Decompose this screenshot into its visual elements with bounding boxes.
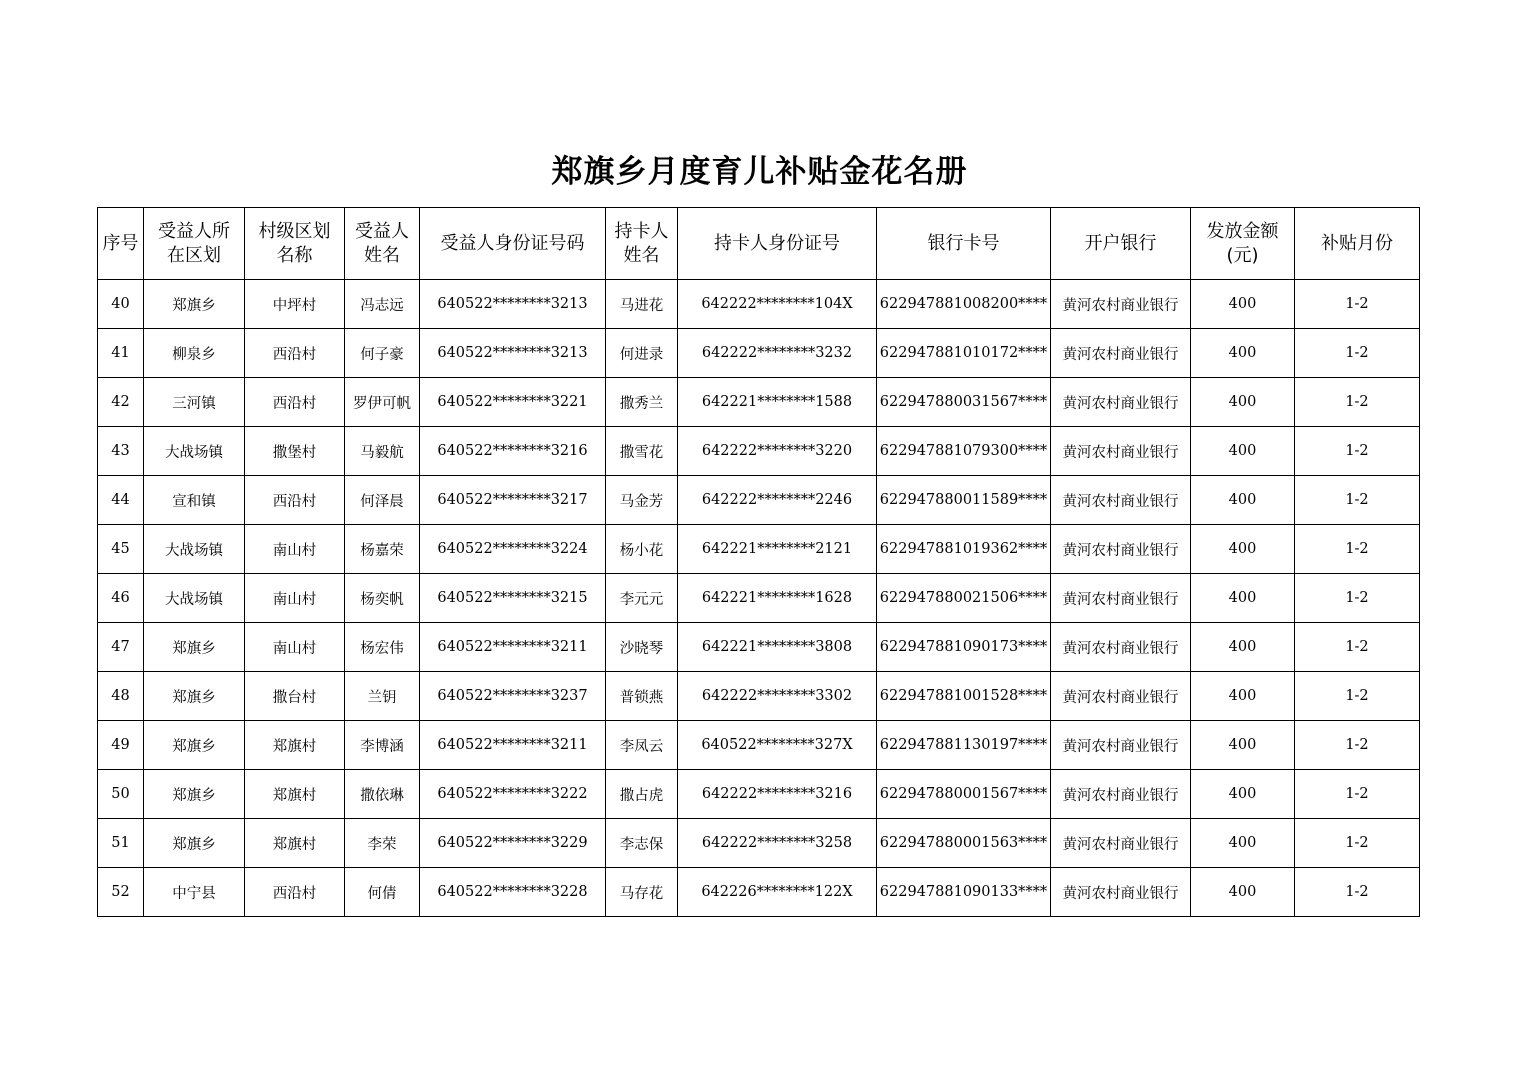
- cell-district: 郑旗乡: [144, 819, 245, 868]
- cell-beneficiary-id: 640522********3217: [420, 476, 606, 525]
- cell-village: 中坪村: [245, 280, 345, 329]
- header-beneficiary-id: 受益人身份证号码: [420, 208, 606, 280]
- cell-seq: 46: [98, 574, 144, 623]
- cell-district: 大战场镇: [144, 525, 245, 574]
- table-row: [98, 427, 1420, 476]
- cell-cardholder-id: 642221********3808: [678, 623, 877, 672]
- cell-seq: 49: [98, 721, 144, 770]
- cell-amount: 400: [1191, 476, 1295, 525]
- cell-cardholder-id: 642222********2246: [678, 476, 877, 525]
- cell-village: 西沿村: [245, 329, 345, 378]
- cell-bank-card: 622947881079300****: [877, 427, 1051, 476]
- table-row: [98, 770, 1420, 819]
- header-row: [98, 208, 1420, 280]
- cell-beneficiary-id: 640522********3229: [420, 819, 606, 868]
- cell-cardholder-id: 642222********3232: [678, 329, 877, 378]
- cell-cardholder-name: 李元元: [606, 574, 678, 623]
- cell-cardholder-name: 杨小花: [606, 525, 678, 574]
- cell-month: 1-2: [1295, 770, 1420, 819]
- cell-beneficiary-name: 撒依琳: [345, 770, 420, 819]
- cell-cardholder-name: 李凤云: [606, 721, 678, 770]
- cell-seq: 42: [98, 378, 144, 427]
- cell-cardholder-name: 李志保: [606, 819, 678, 868]
- cell-bank: 黄河农村商业银行: [1051, 427, 1191, 476]
- header-amount: 发放金额(元): [1191, 208, 1295, 280]
- cell-seq: 45: [98, 525, 144, 574]
- cell-seq: 41: [98, 329, 144, 378]
- cell-cardholder-id: 642222********3216: [678, 770, 877, 819]
- table-row: [98, 721, 1420, 770]
- cell-bank-card: 622947880031567****: [877, 378, 1051, 427]
- cell-beneficiary-id: 640522********3237: [420, 672, 606, 721]
- roster-body: [98, 280, 1420, 917]
- cell-cardholder-id: 642222********104X: [678, 280, 877, 329]
- cell-cardholder-name: 何进录: [606, 329, 678, 378]
- cell-bank-card: 622947880011589****: [877, 476, 1051, 525]
- cell-bank: 黄河农村商业银行: [1051, 329, 1191, 378]
- cell-district: 郑旗乡: [144, 623, 245, 672]
- cell-cardholder-name: 普锁燕: [606, 672, 678, 721]
- cell-district: 柳泉乡: [144, 329, 245, 378]
- cell-district: 郑旗乡: [144, 672, 245, 721]
- cell-district: 宣和镇: [144, 476, 245, 525]
- cell-beneficiary-name: 冯志远: [345, 280, 420, 329]
- cell-beneficiary-name: 李荣: [345, 819, 420, 868]
- cell-village: 南山村: [245, 574, 345, 623]
- cell-cardholder-id: 642221********1628: [678, 574, 877, 623]
- cell-cardholder-name: 马金芳: [606, 476, 678, 525]
- cell-bank-card: 622947881090173****: [877, 623, 1051, 672]
- cell-month: 1-2: [1295, 868, 1420, 917]
- cell-month: 1-2: [1295, 574, 1420, 623]
- cell-bank: 黄河农村商业银行: [1051, 476, 1191, 525]
- cell-month: 1-2: [1295, 525, 1420, 574]
- cell-village: 郑旗村: [245, 721, 345, 770]
- cell-month: 1-2: [1295, 329, 1420, 378]
- cell-cardholder-id: 640522********327X: [678, 721, 877, 770]
- cell-amount: 400: [1191, 770, 1295, 819]
- cell-cardholder-name: 撒雪花: [606, 427, 678, 476]
- cell-beneficiary-id: 640522********3224: [420, 525, 606, 574]
- cell-village: 撒台村: [245, 672, 345, 721]
- table-row: [98, 476, 1420, 525]
- cell-bank: 黄河农村商业银行: [1051, 770, 1191, 819]
- cell-cardholder-name: 马存花: [606, 868, 678, 917]
- header-cardholder-id: 持卡人身份证号: [678, 208, 877, 280]
- cell-cardholder-id: 642222********3302: [678, 672, 877, 721]
- table-row: [98, 819, 1420, 868]
- cell-month: 1-2: [1295, 476, 1420, 525]
- cell-beneficiary-name: 杨奕帆: [345, 574, 420, 623]
- cell-seq: 43: [98, 427, 144, 476]
- cell-cardholder-name: 马进花: [606, 280, 678, 329]
- cell-bank: 黄河农村商业银行: [1051, 672, 1191, 721]
- table-row: [98, 623, 1420, 672]
- cell-amount: 400: [1191, 378, 1295, 427]
- cell-cardholder-name: 撒占虎: [606, 770, 678, 819]
- cell-seq: 40: [98, 280, 144, 329]
- cell-amount: 400: [1191, 574, 1295, 623]
- cell-district: 大战场镇: [144, 574, 245, 623]
- header-bank: 开户银行: [1051, 208, 1191, 280]
- cell-village: 南山村: [245, 525, 345, 574]
- cell-amount: 400: [1191, 721, 1295, 770]
- cell-amount: 400: [1191, 819, 1295, 868]
- cell-bank-card: 622947881010172****: [877, 329, 1051, 378]
- cell-beneficiary-id: 640522********3213: [420, 280, 606, 329]
- table-row: [98, 280, 1420, 329]
- cell-month: 1-2: [1295, 819, 1420, 868]
- cell-district: 郑旗乡: [144, 280, 245, 329]
- page-title: 郑旗乡月度育儿补贴金花名册: [551, 154, 968, 190]
- cell-cardholder-id: 642221********2121: [678, 525, 877, 574]
- cell-beneficiary-id: 640522********3215: [420, 574, 606, 623]
- cell-bank: 黄河农村商业银行: [1051, 378, 1191, 427]
- cell-beneficiary-name: 杨嘉荣: [345, 525, 420, 574]
- cell-district: 三河镇: [144, 378, 245, 427]
- cell-seq: 50: [98, 770, 144, 819]
- cell-seq: 51: [98, 819, 144, 868]
- cell-amount: 400: [1191, 427, 1295, 476]
- cell-bank: 黄河农村商业银行: [1051, 574, 1191, 623]
- cell-bank-card: 622947881001528****: [877, 672, 1051, 721]
- cell-bank-card: 622947881130197****: [877, 721, 1051, 770]
- cell-beneficiary-name: 何泽晨: [345, 476, 420, 525]
- cell-beneficiary-id: 640522********3228: [420, 868, 606, 917]
- cell-cardholder-id: 642222********3220: [678, 427, 877, 476]
- cell-cardholder-id: 642221********1588: [678, 378, 877, 427]
- cell-month: 1-2: [1295, 721, 1420, 770]
- cell-bank: 黄河农村商业银行: [1051, 721, 1191, 770]
- cell-beneficiary-id: 640522********3216: [420, 427, 606, 476]
- cell-beneficiary-name: 兰钥: [345, 672, 420, 721]
- cell-bank-card: 622947880001567****: [877, 770, 1051, 819]
- cell-bank-card: 622947880021506****: [877, 574, 1051, 623]
- cell-beneficiary-id: 640522********3221: [420, 378, 606, 427]
- cell-bank-card: 622947880001563****: [877, 819, 1051, 868]
- cell-month: 1-2: [1295, 623, 1420, 672]
- cell-village: 西沿村: [245, 868, 345, 917]
- cell-bank-card: 622947881090133****: [877, 868, 1051, 917]
- header-cardholder-name: 持卡人姓名: [606, 208, 678, 280]
- cell-amount: 400: [1191, 672, 1295, 721]
- cell-bank: 黄河农村商业银行: [1051, 623, 1191, 672]
- cell-cardholder-id: 642222********3258: [678, 819, 877, 868]
- cell-bank-card: 622947881019362****: [877, 525, 1051, 574]
- cell-beneficiary-name: 罗伊可帆: [345, 378, 420, 427]
- header-month: 补贴月份: [1295, 208, 1420, 280]
- cell-bank-card: 622947881008200****: [877, 280, 1051, 329]
- cell-beneficiary-id: 640522********3213: [420, 329, 606, 378]
- cell-seq: 52: [98, 868, 144, 917]
- cell-beneficiary-name: 李博涵: [345, 721, 420, 770]
- cell-district: 郑旗乡: [144, 770, 245, 819]
- cell-bank: 黄河农村商业银行: [1051, 525, 1191, 574]
- cell-beneficiary-id: 640522********3222: [420, 770, 606, 819]
- cell-seq: 48: [98, 672, 144, 721]
- cell-bank: 黄河农村商业银行: [1051, 819, 1191, 868]
- cell-beneficiary-name: 何子豪: [345, 329, 420, 378]
- cell-amount: 400: [1191, 280, 1295, 329]
- table-row: [98, 868, 1420, 917]
- header-village: 村级区划名称: [245, 208, 345, 280]
- table-row: [98, 329, 1420, 378]
- table-row: [98, 672, 1420, 721]
- cell-bank: 黄河农村商业银行: [1051, 280, 1191, 329]
- cell-month: 1-2: [1295, 280, 1420, 329]
- cell-village: 郑旗村: [245, 770, 345, 819]
- cell-village: 郑旗村: [245, 819, 345, 868]
- cell-village: 撒堡村: [245, 427, 345, 476]
- cell-beneficiary-name: 杨宏伟: [345, 623, 420, 672]
- cell-village: 西沿村: [245, 476, 345, 525]
- header-bank-card: 银行卡号: [877, 208, 1051, 280]
- header-beneficiary-name: 受益人姓名: [345, 208, 420, 280]
- cell-village: 南山村: [245, 623, 345, 672]
- cell-month: 1-2: [1295, 427, 1420, 476]
- cell-amount: 400: [1191, 623, 1295, 672]
- cell-bank: 黄河农村商业银行: [1051, 868, 1191, 917]
- cell-district: 郑旗乡: [144, 721, 245, 770]
- table-row: [98, 574, 1420, 623]
- cell-amount: 400: [1191, 525, 1295, 574]
- cell-cardholder-name: 撒秀兰: [606, 378, 678, 427]
- cell-cardholder-name: 沙晓琴: [606, 623, 678, 672]
- cell-seq: 47: [98, 623, 144, 672]
- cell-district: 大战场镇: [144, 427, 245, 476]
- cell-cardholder-id: 642226********122X: [678, 868, 877, 917]
- cell-village: 西沿村: [245, 378, 345, 427]
- header-district: 受益人所在区划: [144, 208, 245, 280]
- table-row: [98, 525, 1420, 574]
- table-row: [98, 378, 1420, 427]
- cell-amount: 400: [1191, 868, 1295, 917]
- cell-beneficiary-name: 马毅航: [345, 427, 420, 476]
- cell-month: 1-2: [1295, 378, 1420, 427]
- header-seq: 序号: [98, 208, 144, 280]
- cell-beneficiary-id: 640522********3211: [420, 721, 606, 770]
- roster-table: [97, 207, 1420, 917]
- cell-district: 中宁县: [144, 868, 245, 917]
- cell-beneficiary-name: 何倩: [345, 868, 420, 917]
- cell-beneficiary-id: 640522********3211: [420, 623, 606, 672]
- cell-month: 1-2: [1295, 672, 1420, 721]
- cell-amount: 400: [1191, 329, 1295, 378]
- cell-seq: 44: [98, 476, 144, 525]
